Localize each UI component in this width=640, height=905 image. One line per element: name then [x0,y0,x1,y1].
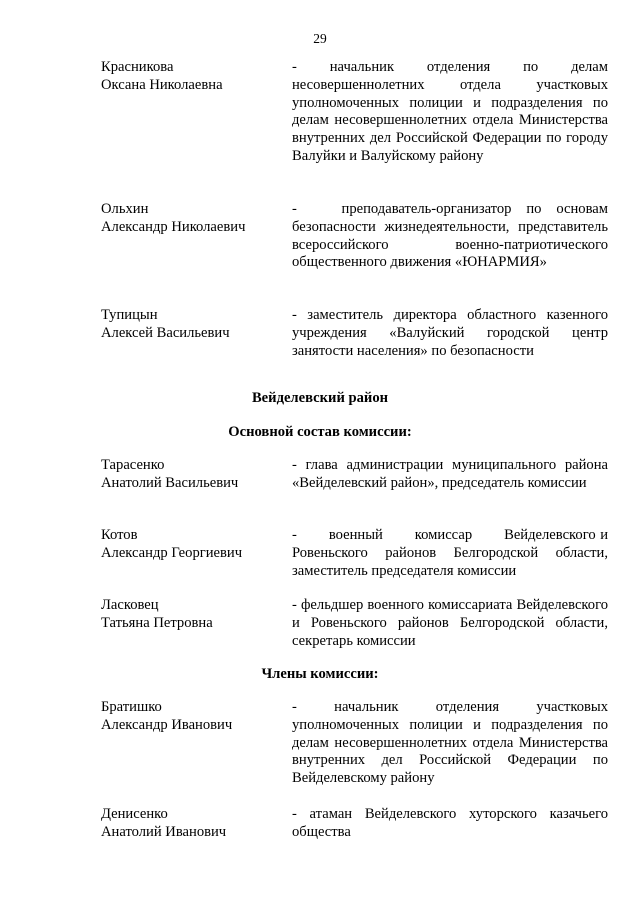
member-surname: Красникова [101,59,174,75]
member-role: - военный комиссар Вейделевского и Ровеньского районов Белгородской области, заместитель председателя комиссии [292,527,608,579]
member-surname: Тупицын [101,307,158,323]
member-given-names: Татьяна Петровна [101,614,213,631]
member-name [101,457,286,493]
member-role: - начальник отделения по делам несовершеннолетних отдела участковых уполномоченных полиции и подразделения по делам несовершеннолетних отдела Министерства внутренних дел Российской Федерации по городу Валуйки и Валуйскому району [292,59,608,164]
member-given-names: Александр Георгиевич [101,544,243,561]
member-role: - заместитель директора областного казенного учреждения «Валуйский городской центр занятости населения» по безопасности [292,307,608,359]
member-name [101,699,286,735]
page-number: 29 [313,31,327,46]
member-name [101,527,286,563]
member-name [101,307,286,343]
member-role: - фельдшер военного комиссариата Вейделевского и Ровеньского районов Белгородской области, секретарь комиссии [292,597,608,649]
member-name [101,806,286,842]
members-title: Члены комиссии: [261,666,379,682]
member-surname: Ласковец [101,597,159,613]
member-role: - атаман Вейделевского хуторского казачьего общества [292,806,608,840]
member-given-names: Анатолий Иванович [101,823,227,840]
member-role: - начальник отделения участковых уполномоченных полиции и подразделения по делам несовершеннолетних отдела Министерства внутренних дел Российской Федерации по Вейделевскому району [292,699,608,787]
member-given-names: Александр Иванович [101,716,233,733]
member-surname: Ольхин [101,201,149,217]
main-composition-title: Основной состав комиссии: [228,424,412,440]
member-given-names: Анатолий Васильевич [101,474,239,491]
member-surname: Тарасенко [101,457,165,473]
member-surname: Денисенко [101,806,168,822]
member-role: - преподаватель-организатор по основам безопасности жизнедеятельности, представитель всероссийского военно-патриотического общественного движения «ЮНАРМИЯ» [292,201,608,271]
member-given-names: Оксана Николаевна [101,76,223,93]
member-given-names: Александр Николаевич [101,218,246,235]
member-surname: Котов [101,527,138,543]
member-surname: Братишко [101,699,162,715]
member-name [101,597,286,633]
member-role: - глава администрации муниципального района «Вейделевский район», председатель комиссии [292,457,608,491]
member-name [101,59,286,95]
member-name [101,201,286,237]
member-given-names: Алексей Васильевич [101,324,230,341]
district-title: Вейделевский район [251,390,389,406]
